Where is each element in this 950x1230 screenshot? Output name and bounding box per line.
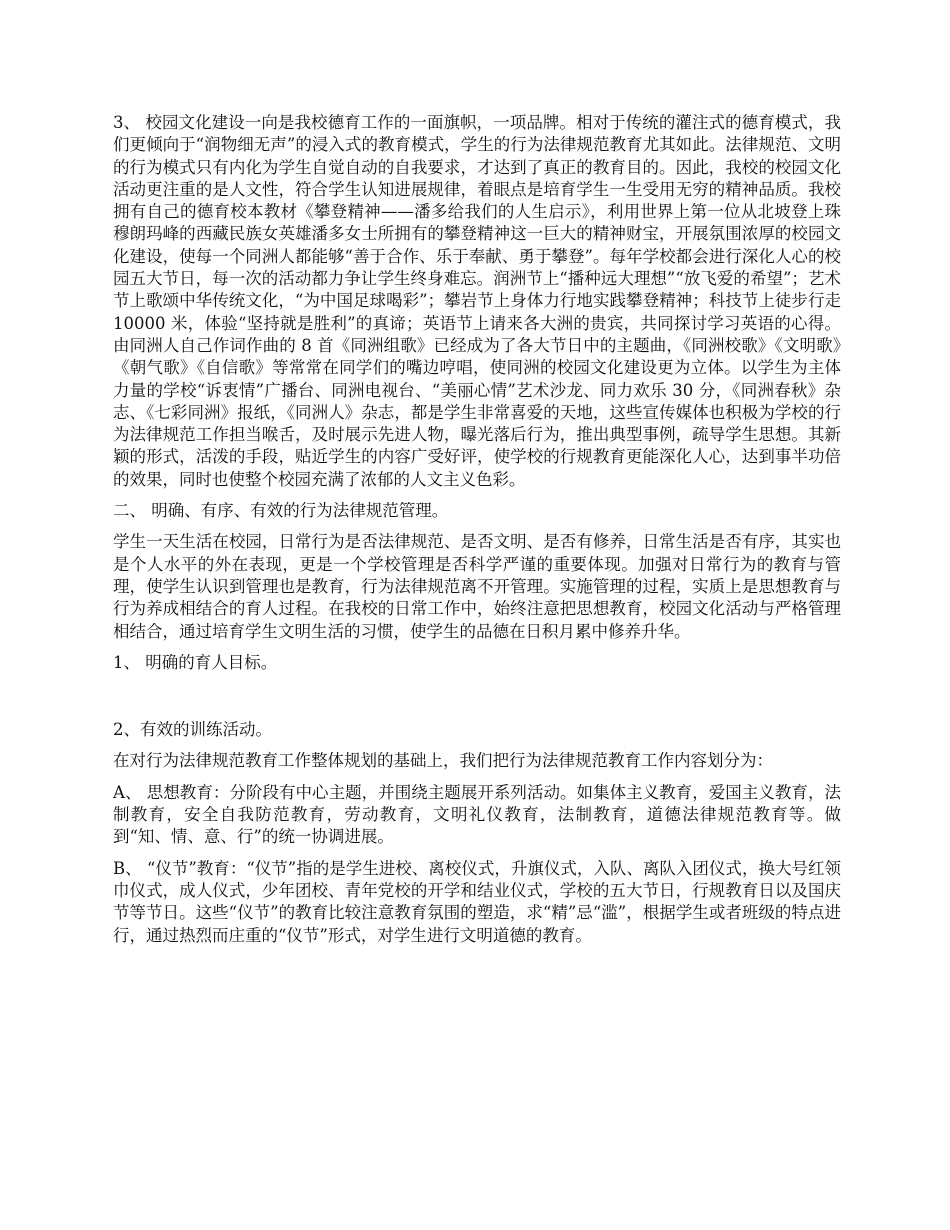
paragraph-daily-behavior: 学生一天生活在校园，日常行为是否法律规范、是否文明、是否有修养，日常生活是否有序，其实也是个人水平的外在表现，更是一个学校管理是否科学严谨的重要体现。加强对日常行为的教育与管理，使学生认识到管理也是教育，行为法律规范离不开管理。实施管理的过程，实质上是思想教育与行为养成相结合的育人过程。在我校的日常工作中，始终注意把思想教育，校园文化活动与严格管理相结合，通过培育学生文明生活的习惯，使学生的品德在日积月累中修养升华。 (113, 532, 841, 641)
paragraph-ideological-education: A、 思想教育：分阶段有中心主题，并围绕主题展开系列活动。如集体主义教育，爱国主义教育，法制教育，安全自我防范教育，劳动教育，文明礼仪教育，法制教育，道德法律规范教育等。做到“知、情、意、行”的统一协调进展。 (113, 782, 841, 847)
paragraph-ceremony-education: B、 “仪节”教育：“仪节”指的是学生进校、离校仪式，升旗仪式，入队、离队入团仪式，换大号红领巾仪式，成人仪式，少年团校、青年党校的开学和结业仪式，学校的五大节日，行规教育日以及国庆节等节日。这些“仪节”的教育比较注意教育氛围的塑造，求“精”忌“滥”，根据学生或者班级的特点进行，通过热烈而庄重的“仪节”形式，对学生进行文明道德的教育。 (113, 858, 841, 945)
paragraph-work-division: 在对行为法律规范教育工作整体规划的基础上，我们把行为法律规范教育工作内容划分为： (113, 751, 773, 771)
paragraph-campus-culture: 3、 校园文化建设一向是我校德育工作的一面旗帜，一项品牌。相对于传统的灌注式的德育模式，我们更倾向于“润物细无声”的浸入式的教育模式，学生的行为法律规范教育尤其如此。法律规范、文明的行为模式只有内化为学生自觉自动的自我要求，才达到了真正的教育目的。因此，我校的校园文化活动更注重的是人文性，符合学生认知进展规律，着眼点是培育学生一生受用无穷的精神品质。我校拥有自己的德育校本教材《攀登精神——潘多给我们的人生启示》，利用世界上第一位从北坡登上珠穆朗玛峰的西藏民族女英雄潘多女士所拥有的攀登精神这一巨大的精神财宝，开展氛围浓厚的校园文化建设，使每一个同洲人都能够“善于合作、乐于奉献、勇于攀登”。每年学校都会进行深化人心的校园五大节日，每一次的活动都力争让学生终身难忘。润洲节上“播种远大理想”“放飞爱的希望”；艺术节上歌颂中华传统文化，“为中国足球喝彩”；攀岩节上身体力行地实践攀登精神；科技节上徒步行走 10000 米，体验“坚持就是胜利”的真谛；英语节上请来各大洲的贵宾，共同探讨学习英语的心得。由同洲人自己作词作曲的 8 首《同洲组歌》已经成为了各大节日中的主题曲，《同洲校歌》《文明歌》《朝气歌》《自信歌》等常常在同学们的嘴边哼唱，使同洲的校园文化建设更为立体。以学生为主体力量的学校“诉衷情”广播台、同洲电视台、“美丽心情”艺术沙龙、同力欢乐 30 分，《同洲春秋》杂志、《七彩同洲》报纸，《同洲人》杂志，都是学生非常喜爱的天地，这些宣传媒体也积极为学校的行为法律规范工作担当喉舌，及时展示先进人物，曝光落后行为，推出典型事例，疏导学生思想。其新颖的形式，活泼的手段，贴近学生的内容广受好评，使学校的行规教育更能深化人心，达到事半功倍的效果，同时也使整个校园充满了浓郁的人文主义色彩。 (113, 113, 841, 489)
document-page (113, 112, 841, 956)
section-heading-management: 二、 明确、有序、有效的行为法律规范管理。 (113, 501, 449, 521)
blank-space (113, 683, 841, 719)
subheading-training-activities: 2、有效的训练活动。 (113, 720, 272, 740)
subheading-education-goal: 1、 明确的育人目标。 (113, 652, 278, 672)
